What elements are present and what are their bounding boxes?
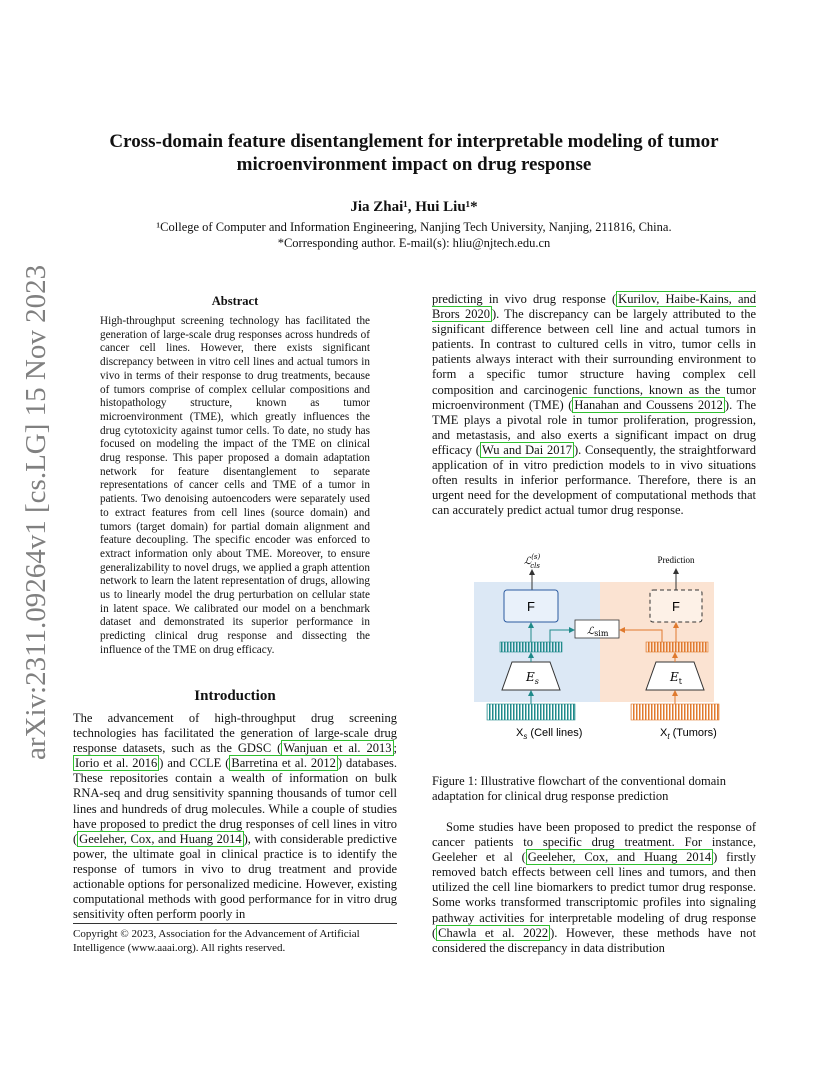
body-text: ). Consequently, the straightforward application of in vitro prediction models to in vivo situations often results in inferior performance. Therefore, there is an urgent need for the development of computational methods that can accurately predict actual tumor drug response. <box>432 442 756 518</box>
intro-text: ; <box>393 741 397 756</box>
loss-cls-label: ℒ$^{(s)}$ cls <box>524 553 541 570</box>
target-input-data <box>631 704 719 720</box>
body-text: ) firstly removed batch effects between cell lines and tumors, and then utilized the cell line biomarkers to predict tumor drug response. Some works transformed transcriptomic profiles into signaling pathway activities for interpretable modeling of drug response ( <box>432 850 756 940</box>
citation-link[interactable]: Kurilov, Haibe-Kains, and Brors 2020 <box>432 292 757 322</box>
abstract-text: High-throughput screening technology has facilitated the generation of large-scale drug responses across hundreds of cancer cell lines. However, there exists significant discrepancy between in vitro cell lines and actual tumors in vivo in terms of their response to drug treatments, because of tumors comprise of complex cellular compositions and histopathology structure, known as tumor microenvironment (TME), which greatly influences the drug cytotoxicity against tumor cells. To date, no study has focused on modeling the impact of the TME on clinical drug response. This paper proposed a domain adaptation network for feature disentanglement to separate representations of cancer cells and TME of a tumor in patients. Two denoising autoencoders were separately used to extract features from cell lines (source domain) and tumors (target domain) for partial domain alignment and feature decoupling. The specific encoder was enforced to extract information only about TME. Moreover, to ensure generalizability to novel drugs, we applied a graph attention network to learn the latent representation of drugs, allowing us to linearly model the drug perturbation on cellular state in latent space. We calibrated our model on a benchmark dataset and demonstrated its superior performance in predicting clinical drug response and dissecting the influence of the TME on drug efficacy. <box>100 315 370 656</box>
right-paragraph <box>432 292 756 518</box>
figure-caption: Figure 1: Illustrative flowchart of the conventional domain adaptation for clinical drug response prediction <box>432 774 727 804</box>
abstract-section <box>73 290 397 658</box>
intro-text: ) and CCLE ( <box>159 756 230 771</box>
citation-link[interactable]: Geeleher, Cox, and Huang 2014 <box>527 850 712 865</box>
copyright-notice: Copyright © 2023, Association for the Advancement of Artificial Intelligence (www.aaai.org). All rights reserved. <box>73 923 397 955</box>
source-latent-features <box>500 642 562 652</box>
f-target-label: F <box>672 599 680 614</box>
xt-label: $X_t$ (Tumors) <box>660 727 717 741</box>
prediction-label: Prediction <box>657 555 695 565</box>
intro-text: ) databases. These repositories contain a wealth of information on bulk RNA-seq and drug sensitivity spanning thousands of tumor cell lines and hundreds of drug molecules. While a couple of studies have proposed to predict the drug responses of cell lines in vitro ( <box>73 756 398 846</box>
xs-label: $X_s$ (Cell lines) <box>516 727 583 741</box>
target-latent-features <box>646 642 708 652</box>
paper-authors: Jia Zhai¹, Hui Liu¹* <box>350 199 478 215</box>
f-source-label: F <box>527 599 535 614</box>
arxiv-identifier: arXiv:2311.09264v1 [cs.LG] 15 Nov 2023 <box>20 264 52 760</box>
flowchart-svg <box>432 550 756 750</box>
source-input-data <box>487 704 575 720</box>
body-text: ). The discrepancy can be largely attributed to the significant difference between cell line and actual tumors in patients. In contrast to cultured cells in vitro, tumor cells in patients always interact with their surrounding environment to form a specific tumor structure having complex cell composition and carcinogenic functions, known as the tumor microenvironment (TME) ( <box>432 307 756 412</box>
encoder-target-label: $E_t$ <box>670 670 682 686</box>
figure-1-diagram <box>432 550 756 750</box>
citation-link[interactable]: Geeleher, Cox, and Huang 2014 <box>79 831 242 846</box>
citation-link[interactable]: Wanjuan et al. 2013 <box>283 741 392 756</box>
body-text: ). However, these methods have not considered the discrepancy in data distribution <box>432 925 756 955</box>
corresponding-author: *Corresponding author. E-mail(s): hliu@njtech.edu.cn <box>277 236 551 250</box>
introduction-paragraph <box>73 711 397 922</box>
affiliation: ¹College of Computer and Information Engineering, Nanjing Tech University, Nanjing, 211816, China. <box>156 220 672 234</box>
intro-text: The advancement of high-throughput drug screening technologies has facilitated the generation of large-scale drug response datasets, such as the GDSC ( <box>73 711 397 756</box>
encoder-source-label: $E_s$ <box>526 670 539 686</box>
citation-link[interactable]: Hanahan and Coussens 2012 <box>574 397 723 412</box>
right-column-top <box>432 292 756 518</box>
body-text: Some studies have been proposed to predict the response of cancer patients to specific drug treatment. For instance, Geeleher et al ( <box>432 820 756 865</box>
citation-link[interactable]: Barretina et al. 2012 <box>231 756 336 771</box>
right-paragraph-2 <box>432 820 756 956</box>
citation-link[interactable]: Wu and Dai 2017 <box>481 442 572 457</box>
abstract-heading: Abstract <box>211 294 259 308</box>
paper-title: Cross-domain feature disentanglement for interpretable modeling of tumor microenvironment impact on drug response <box>109 131 719 175</box>
body-text: ). The TME plays a pivotal role in tumor proliferation, progression, and metastasis, and also exerts a significant impact on drug efficacy ( <box>432 397 756 457</box>
arxiv-sidebar <box>16 264 56 760</box>
citation-link[interactable]: Iorio et al. 2016 <box>75 756 158 771</box>
introduction-heading: Introduction <box>194 688 276 704</box>
loss-sim-label: ℒ$_{sim}$ <box>587 626 609 638</box>
body-text: predicting in vivo drug response ( <box>432 292 617 306</box>
citation-link[interactable]: Chawla et al. 2022 <box>438 925 549 940</box>
affiliation-block <box>90 219 738 251</box>
intro-text: ), with considerable predictive power, the ultimate goal in clinical practice is to identify the response of tumors in vivo to drug treatment and provide actionable options for personalized medicine. However, existing computational methods with good performance for in vitro drug sensitivity often perform poorly in <box>73 831 397 922</box>
